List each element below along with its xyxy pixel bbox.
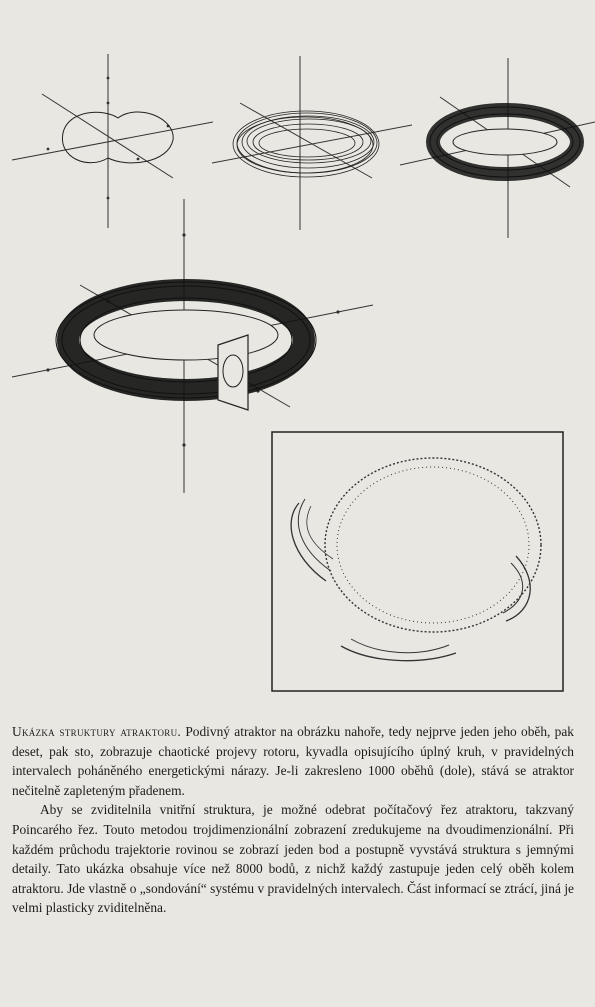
poincare-section-drawing [271,431,565,693]
attractor-100-orbits [400,52,595,242]
caption-title: Ukázka struktury atraktoru. [12,724,182,739]
caption-paragraph-1 [12,722,574,800]
figure-caption [12,722,574,918]
attractor-100-orbits-drawing [400,52,595,242]
caption-paragraph-1-text: Podivný atraktor na obrázku nahoře, tedy nejprve jeden jeho oběh, pak deset, pak sto, zobrazuje chaotické projevy rotoru, kyvadla opisujícího úplný kruh, v pravidelných intervalech poháněného energetickými nárazy. Je-li zakresleno 1000 oběhů (dole), stává se atraktor nečitelně zapleteným přadenem. [12,724,575,798]
poincare-section [271,431,565,693]
caption-paragraph-2: Aby se zviditelnila vnitřní struktura, je možné odebrat počítačový řez atraktoru, takzvaný Poincarého řez. Touto metodou trojdimenzionální zobrazení zredukujeme na dvoudimenzionální. Při každém průchodu trajektorie rovinou se zobrazí jeden bod a postupně vyvstává struktura s jemnými detaily. Tato ukázka obsahuje více než 8000 bodů, z nichž každý zastupuje jeden celý oběh kolem atraktoru. Jde vlastně o „sondování“ systému v pravidelných intervalech. Část informací se ztrácí, jiná je velmi plasticky zviditelněna. [12,802,574,916]
